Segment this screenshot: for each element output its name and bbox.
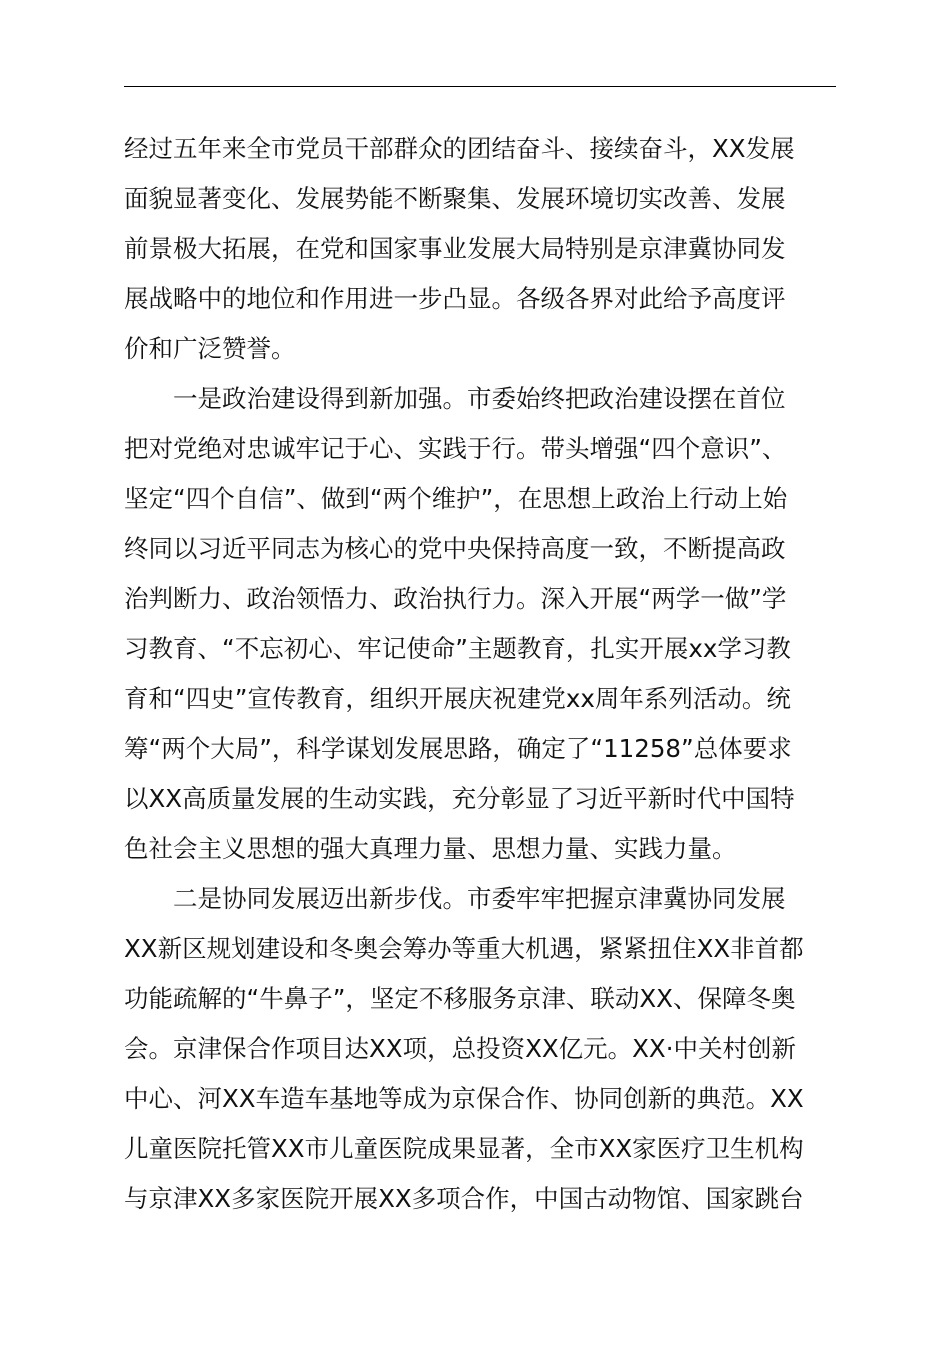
text-line: 坚定“四个自信”、做到“两个维护”，在思想上政治上行动上始: [124, 484, 788, 513]
text-line: 以XX高质量发展的生动实践，充分彰显了习近平新时代中国特: [124, 784, 795, 813]
text-line: 把对党绝对忠诚牢记于心、实践于行。带头增强“四个意识”、: [124, 434, 787, 463]
text-line: 价和广泛赞誉。: [124, 334, 296, 363]
document-body: [124, 124, 836, 1224]
text-line: 儿童医院托管XX市儿童医院成果显著，全市XX家医疗卫生机构: [124, 1134, 804, 1163]
text-line: 会。京津保合作项目达XX项，总投资XX亿元。XX·中关村创新: [124, 1034, 796, 1063]
text-line: 色社会主义思想的强大真理力量、思想力量、实践力量。: [124, 834, 737, 863]
text-line: XX新区规划建设和冬奥会筹办等重大机遇，紧紧扭住XX非首都: [124, 934, 804, 963]
text-line: 展战略中的地位和作用进一步凸显。各级各界对此给予高度评: [124, 284, 786, 313]
header-rule: [124, 86, 836, 87]
paragraph-1: [124, 124, 836, 374]
text-line: 经过五年来全市党员干部群众的团结奋斗、接续奋斗，XX发展: [124, 134, 795, 163]
text-line: 习教育、“不忘初心、牢记使命”主题教育，扎实开展xx学习教: [124, 634, 791, 663]
text-line: 筹“两个大局”，科学谋划发展思路，确定了“11258”总体要求: [124, 734, 792, 763]
text-line: 与京津XX多家医院开展XX多项合作，中国古动物馆、国家跳台: [124, 1184, 804, 1213]
text-line: 育和“四史”宣传教育，组织开展庆祝建党xx周年系列活动。统: [124, 684, 791, 713]
text-line: 前景极大拓展，在党和国家事业发展大局特别是京津冀协同发: [124, 234, 786, 263]
text-line: 一是政治建设得到新加强。市委始终把政治建设摆在首位: [173, 384, 786, 413]
paragraph-3: [124, 874, 836, 1224]
text-line: 终同以习近平同志为核心的党中央保持高度一致，不断提高政: [124, 534, 786, 563]
text-line: 中心、河XX车造车基地等成为京保合作、协同创新的典范。XX: [124, 1084, 804, 1113]
paragraph-2: [124, 374, 836, 874]
text-line: 治判断力、政治领悟力、政治执行力。深入开展“两学一做”学: [124, 584, 787, 613]
text-line: 功能疏解的“牛鼻子”，坚定不移服务京津、联动XX、保障冬奥: [124, 984, 796, 1013]
text-line: 面貌显著变化、发展势能不断聚集、发展环境切实改善、发展: [124, 184, 786, 213]
text-line: 二是协同发展迈出新步伐。市委牢牢把握京津冀协同发展: [173, 884, 786, 913]
